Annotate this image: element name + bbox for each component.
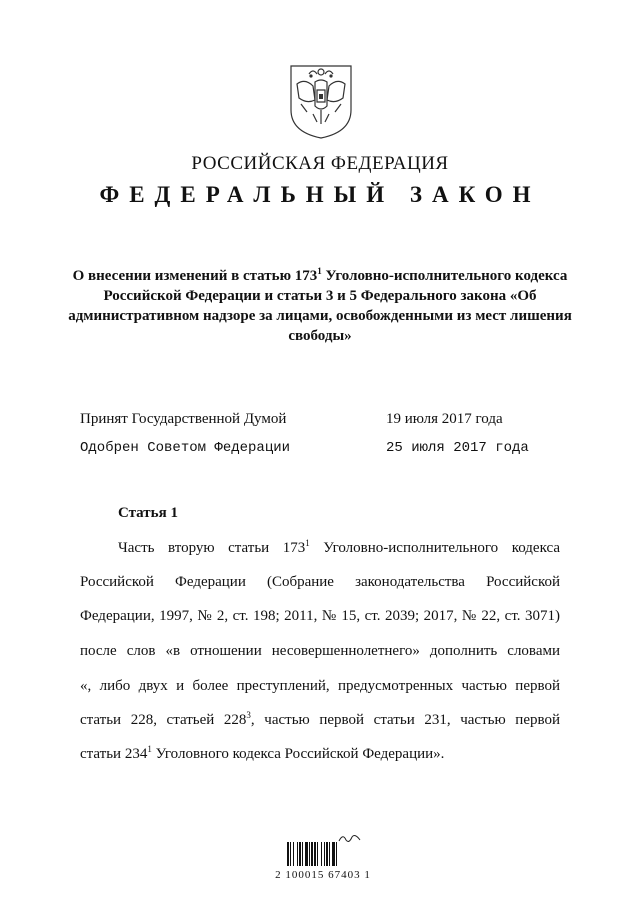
law-title [60, 266, 580, 346]
title-superscript: 1 [317, 266, 322, 276]
article-text: Уголовного кодекса Российской Федерации». [151, 746, 445, 762]
article-line [80, 712, 560, 729]
coat-of-arms-icon [287, 60, 355, 140]
article-text: статьи 234 [80, 746, 148, 762]
article-superscript: 3 [246, 710, 251, 720]
article-superscript: 1 [147, 744, 152, 754]
barcode [287, 842, 359, 866]
article-line [80, 746, 560, 763]
article-text: статьи 228, статьей 228 [80, 712, 247, 728]
article-text: , частью первой статьи 231, частью первой [250, 712, 560, 728]
article-line: после слов «в отношении несовершеннолетнего» дополнить словами [80, 643, 560, 659]
title-part2: Уголовно-исполнительного кодекса Российской Федерации и статьи 3 и 5 Федерального закона «Об административном надзоре за лицами, освобожденными из мест лишения свободы» [68, 268, 572, 344]
article-line: «, либо двух и более преступлений, предусмотренных частью первой [80, 678, 560, 694]
article-heading: Статья 1 [118, 505, 178, 521]
council-approval-label: Одобрен Советом Федерации [80, 440, 291, 456]
article-text: Часть вторую статьи 173 [118, 540, 306, 556]
article-line [118, 540, 560, 557]
barcode-number: 2 100015 67403 1 [275, 869, 371, 881]
article-superscript: 1 [305, 538, 310, 548]
duma-adoption-label: Принят Государственной Думой [80, 411, 287, 427]
council-approval-date: 25 июля 2017 года [386, 440, 529, 456]
article-text: Уголовно-исполнительного кодекса [309, 540, 561, 556]
law-type-heading: ФЕДЕРАЛЬНЫЙ ЗАКОН [99, 182, 541, 207]
article-line: Российской Федерации (Собрание законодательства Российской [80, 574, 560, 590]
article-line: Федерации, 1997, № 2, ст. 198; 2011, № 15, ст. 2039; 2017, № 22, ст. 3071) [80, 608, 560, 624]
duma-adoption-date: 19 июля 2017 года [386, 411, 503, 427]
title-part1: О внесении изменений в статью 173 [72, 268, 318, 284]
country-heading: РОССИЙСКАЯ ФЕДЕРАЦИЯ [191, 153, 449, 174]
